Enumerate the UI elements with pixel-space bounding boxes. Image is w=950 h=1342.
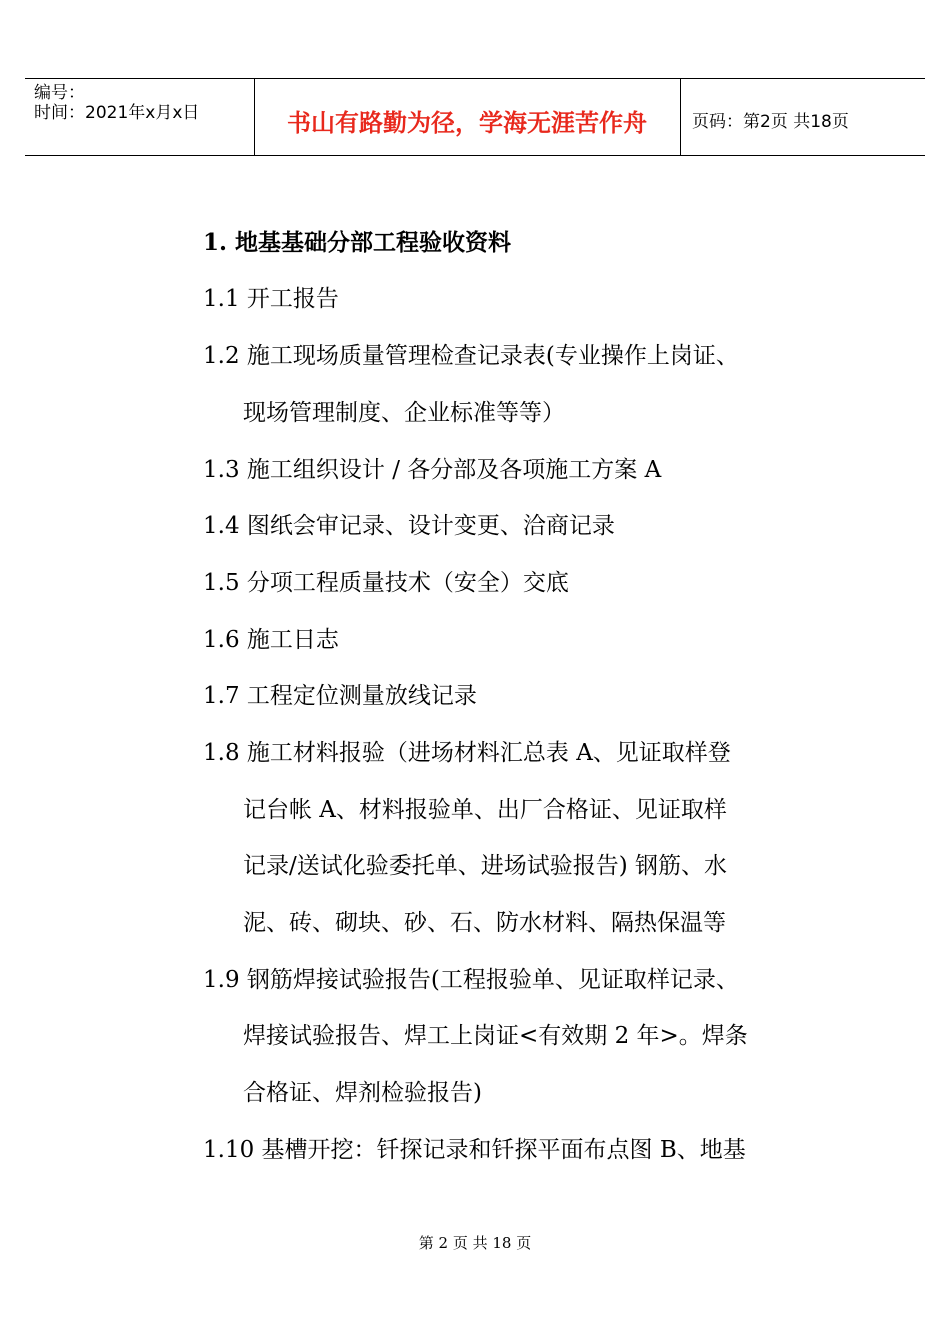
list-item-continuation: 泥、砖、砌块、砂、石、防水材料、隔热保温等 bbox=[243, 910, 726, 936]
list-item-continuation: 现场管理制度、企业标准等等） bbox=[243, 400, 565, 426]
list-item: 1.6 施工日志 bbox=[203, 627, 339, 653]
list-item: 1.1 开工报告 bbox=[203, 286, 339, 312]
header-motto: 书山有路勤为径，学海无涯苦作舟 bbox=[287, 109, 647, 137]
header-info-cell bbox=[25, 79, 255, 155]
list-item: 1.10 基槽开挖：钎探记录和钎探平面布点图 B、地基 bbox=[203, 1137, 746, 1163]
page-footer: 第 2 页 共 18 页 bbox=[418, 1234, 532, 1252]
list-item-continuation: 记录/送试化验委托单、进场试验报告) 钢筋、水 bbox=[243, 853, 728, 879]
list-item: 1.2 施工现场质量管理检查记录表(专业操作上岗证、 bbox=[203, 343, 739, 369]
list-item: 1.3 施工组织设计 / 各分部及各项施工方案 A bbox=[203, 457, 662, 483]
document-header bbox=[25, 78, 925, 156]
list-item: 1.8 施工材料报验（进场材料汇总表 A、见证取样登 bbox=[203, 740, 731, 766]
list-item: 1.5 分项工程质量技术（安全）交底 bbox=[203, 570, 569, 596]
list-item: 1.7 工程定位测量放线记录 bbox=[203, 683, 477, 709]
document-number: 编号： bbox=[34, 83, 85, 103]
section-title: 1. 地基基础分部工程验收资料 bbox=[203, 229, 512, 256]
header-motto-cell bbox=[254, 79, 681, 155]
list-item: 1.4 图纸会审记录、设计变更、洽商记录 bbox=[203, 513, 615, 539]
list-item: 1.9 钢筋焊接试验报告(工程报验单、见证取样记录、 bbox=[203, 967, 739, 993]
list-item-continuation: 焊接试验报告、焊工上岗证<有效期 2 年>。焊条 bbox=[243, 1023, 748, 1049]
list-item-continuation: 合格证、焊剂检验报告) bbox=[243, 1080, 482, 1106]
list-item-continuation: 记台帐 A、材料报验单、出厂合格证、见证取样 bbox=[243, 797, 727, 823]
header-page-cell bbox=[681, 79, 925, 155]
header-page-code: 页码：第2页 共18页 bbox=[692, 112, 849, 132]
document-time: 时间：2021年x月x日 bbox=[34, 103, 200, 123]
